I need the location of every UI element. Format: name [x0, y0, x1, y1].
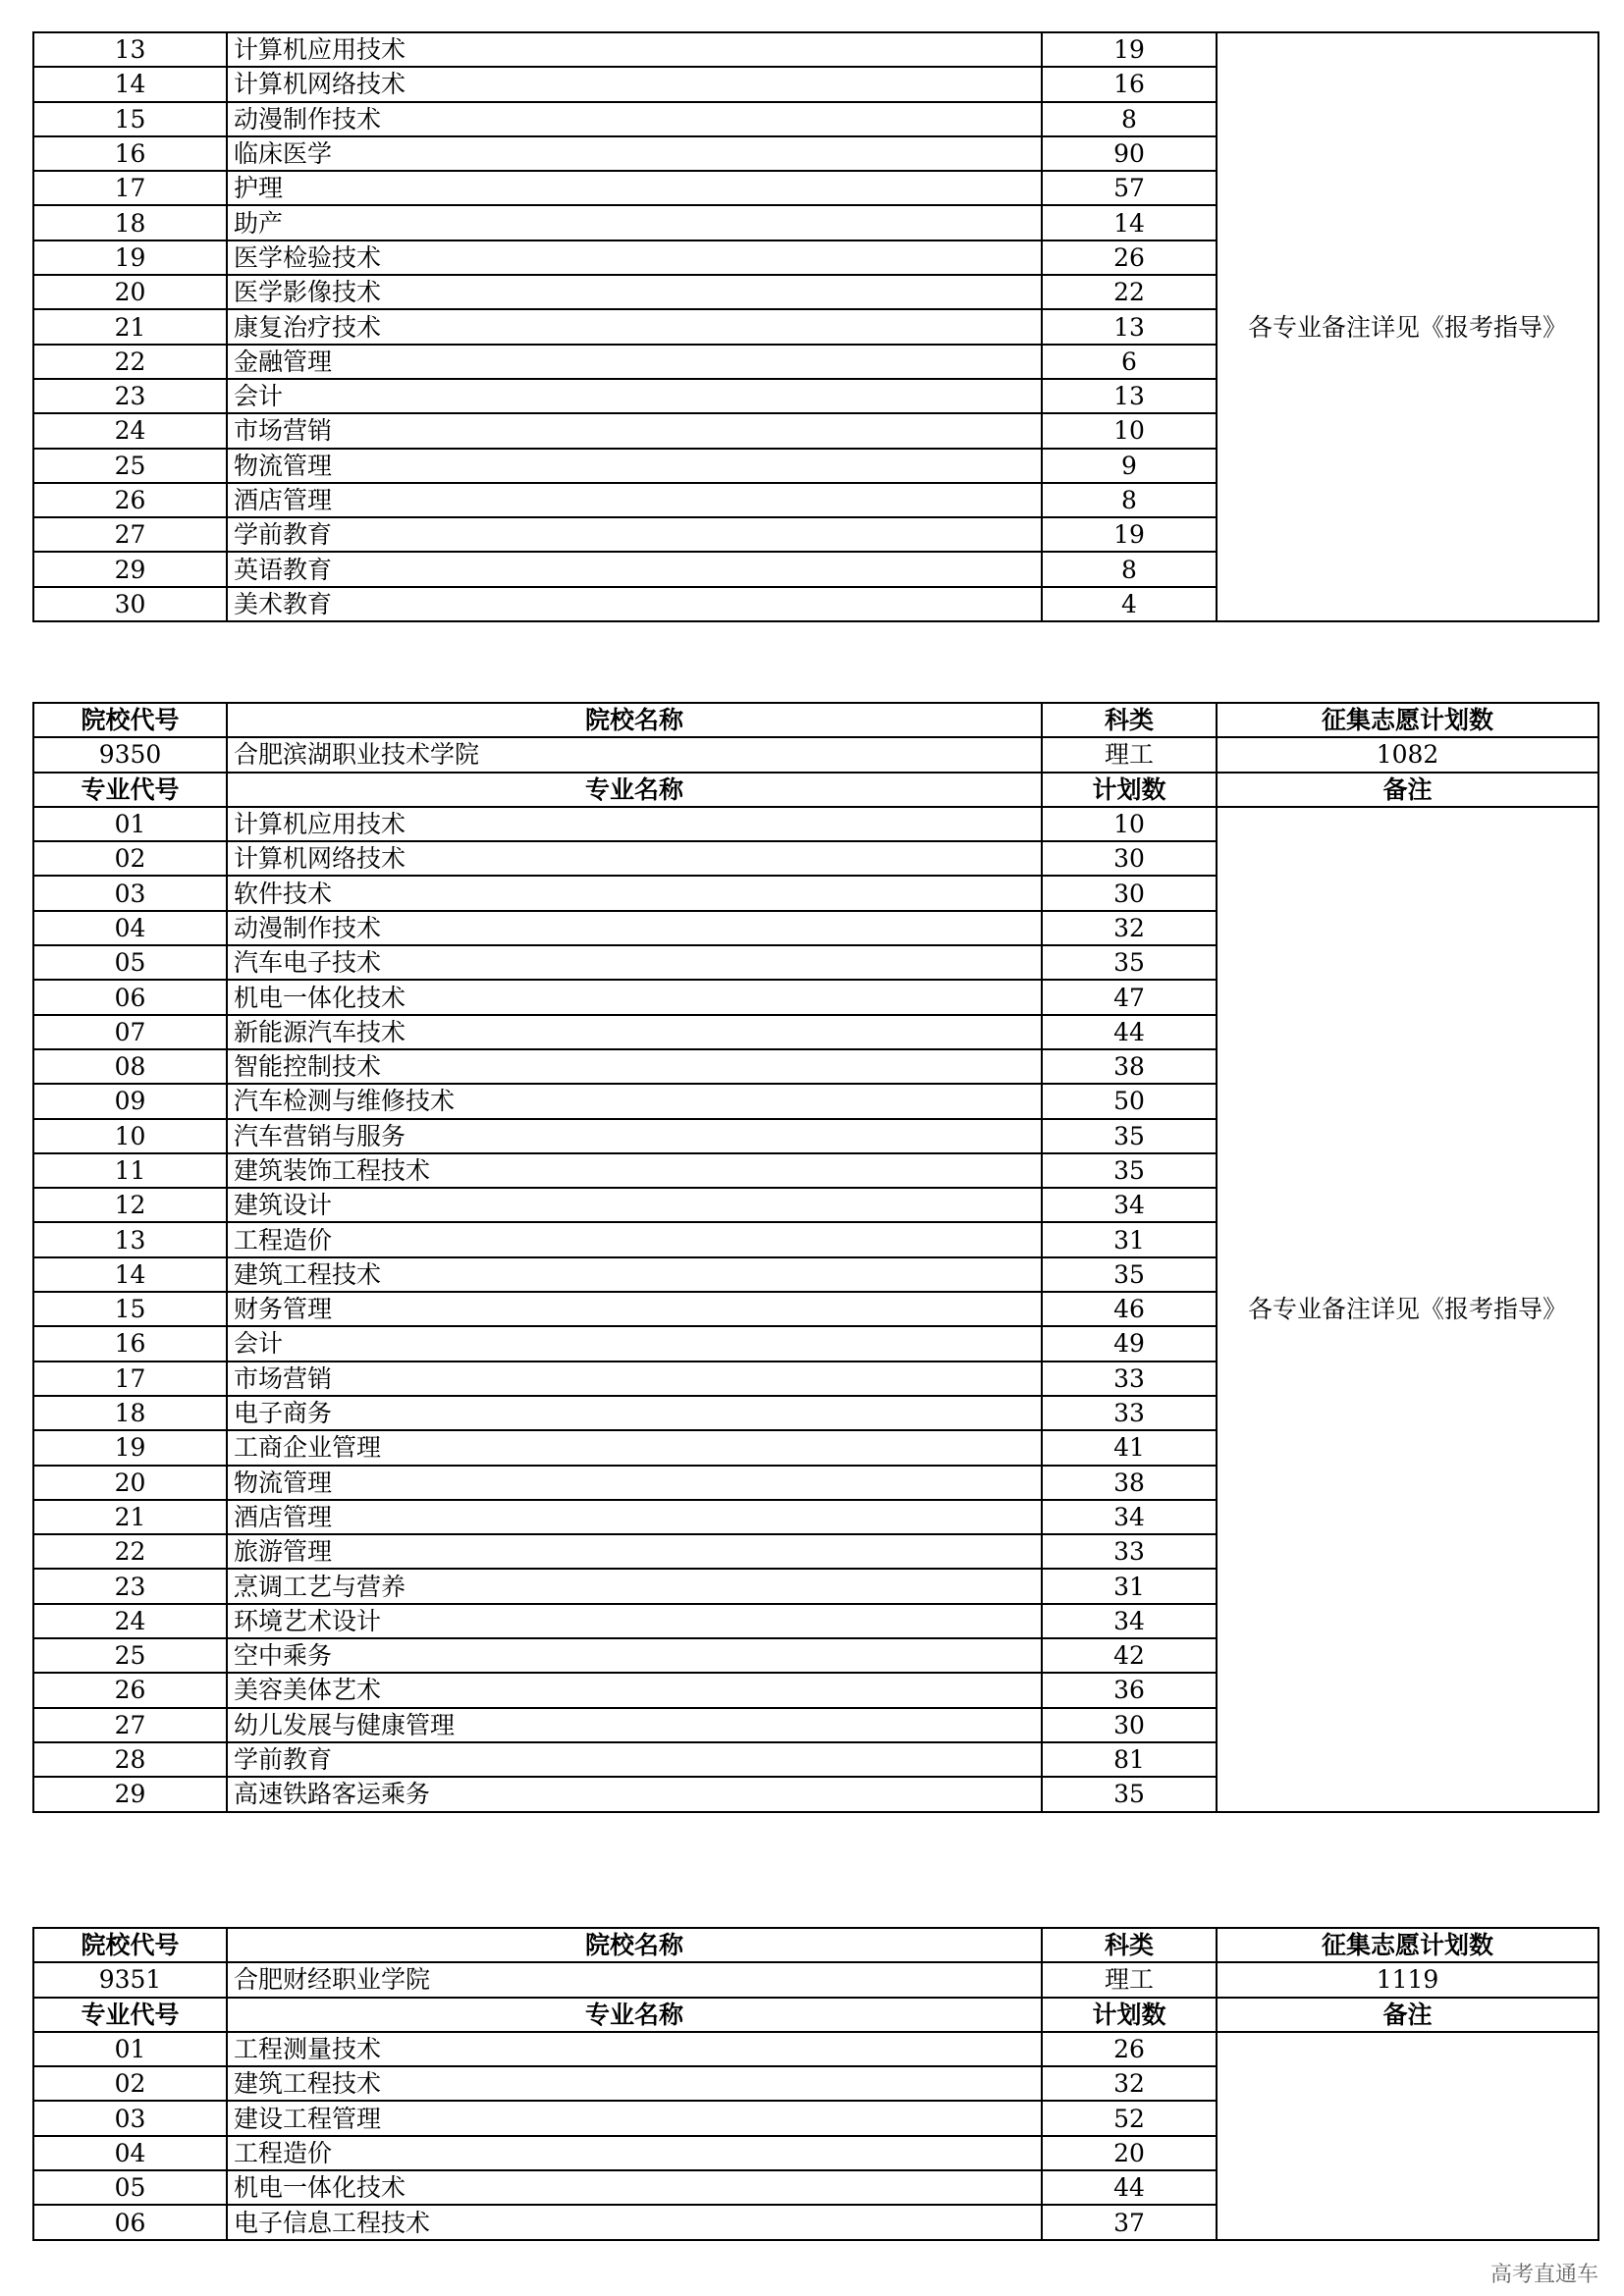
major-name: 学前教育: [227, 1742, 1042, 1777]
major-code: 14: [33, 67, 227, 101]
major-code: 02: [33, 841, 227, 876]
admission-table: [32, 31, 1599, 622]
plan-count: 19: [1042, 517, 1217, 552]
remark-note: 各专业备注详见《报考指导》: [1217, 32, 1598, 621]
major-name: 物流管理: [227, 1466, 1042, 1500]
major-name: 医学影像技术: [227, 275, 1042, 309]
school-header-row: [33, 1928, 1598, 1962]
major-code: 20: [33, 275, 227, 309]
major-name: 计算机应用技术: [227, 807, 1042, 841]
major-code: 17: [33, 1362, 227, 1396]
major-code: 12: [33, 1188, 227, 1222]
major-name: 工程造价: [227, 2136, 1042, 2170]
major-name: 酒店管理: [227, 1500, 1042, 1534]
major-name: 计算机网络技术: [227, 67, 1042, 101]
major-code: 10: [33, 1119, 227, 1153]
major-code: 09: [33, 1084, 227, 1118]
major-code: 29: [33, 1777, 227, 1811]
major-name: 美容美体艺术: [227, 1673, 1042, 1707]
plan-count: 35: [1042, 1119, 1217, 1153]
remark-note: [1217, 2032, 1598, 2240]
plan-count: 35: [1042, 1777, 1217, 1811]
plan-count: 10: [1042, 807, 1217, 841]
major-name: 物流管理: [227, 449, 1042, 483]
major-name: 高速铁路客运乘务: [227, 1777, 1042, 1811]
remark-label: 备注: [1217, 773, 1598, 807]
plan-count: 44: [1042, 1015, 1217, 1049]
major-code: 17: [33, 171, 227, 205]
major-code: 18: [33, 205, 227, 240]
major-name: 电子信息工程技术: [227, 2205, 1042, 2239]
school-header-row: [33, 703, 1598, 737]
plan-count: 14: [1042, 205, 1217, 240]
major-code: 02: [33, 2066, 227, 2101]
major-code: 16: [33, 1326, 227, 1361]
major-code: 03: [33, 876, 227, 910]
major-code: 04: [33, 911, 227, 945]
major-name: 软件技术: [227, 876, 1042, 910]
major-code: 11: [33, 1153, 227, 1188]
major-code: 22: [33, 345, 227, 379]
plan-count: 30: [1042, 841, 1217, 876]
plan-count: 34: [1042, 1500, 1217, 1534]
plan-count: 6: [1042, 345, 1217, 379]
major-name: 工程造价: [227, 1222, 1042, 1256]
plan-count: 33: [1042, 1534, 1217, 1569]
major-name: 新能源汽车技术: [227, 1015, 1042, 1049]
major-code: 08: [33, 1049, 227, 1084]
remark-label: 备注: [1217, 1998, 1598, 2032]
plan-count: 16: [1042, 67, 1217, 101]
major-name: 英语教育: [227, 552, 1042, 586]
major-code: 01: [33, 807, 227, 841]
major-name: 市场营销: [227, 1362, 1042, 1396]
plan-count: 37: [1042, 2205, 1217, 2239]
major-name: 康复治疗技术: [227, 309, 1042, 344]
major-code: 13: [33, 32, 227, 67]
plan-count: 13: [1042, 379, 1217, 413]
plan-count: 34: [1042, 1188, 1217, 1222]
major-name: 烹调工艺与营养: [227, 1569, 1042, 1603]
major-name: 护理: [227, 171, 1042, 205]
plan-count: 26: [1042, 2032, 1217, 2066]
plan-count: 4: [1042, 587, 1217, 621]
school-info-row: [33, 737, 1598, 772]
major-code: 25: [33, 449, 227, 483]
plan-count: 47: [1042, 980, 1217, 1014]
plan-count: 31: [1042, 1222, 1217, 1256]
plan-count: 30: [1042, 1708, 1217, 1742]
major-code: 24: [33, 1604, 227, 1638]
major-code: 30: [33, 587, 227, 621]
school-code-label: 院校代号: [33, 703, 227, 737]
table-row: [33, 32, 1598, 67]
admission-table: [32, 702, 1599, 1813]
major-name: 计算机应用技术: [227, 32, 1042, 67]
plan-total-label: 征集志愿计划数: [1217, 1928, 1598, 1962]
school-category: 理工: [1042, 1962, 1217, 1997]
plan-count-label: 计划数: [1042, 1998, 1217, 2032]
major-code: 16: [33, 136, 227, 171]
school-name-label: 院校名称: [227, 1928, 1042, 1962]
plan-count: 81: [1042, 1742, 1217, 1777]
major-name: 建设工程管理: [227, 2101, 1042, 2135]
major-name: 建筑工程技术: [227, 1257, 1042, 1292]
major-code: 05: [33, 2170, 227, 2205]
major-code: 21: [33, 309, 227, 344]
major-code: 18: [33, 1396, 227, 1430]
major-code: 26: [33, 483, 227, 517]
major-code: 25: [33, 1638, 227, 1673]
plan-count: 33: [1042, 1396, 1217, 1430]
major-code-label: 专业代号: [33, 773, 227, 807]
major-code: 20: [33, 1466, 227, 1500]
category-label: 科类: [1042, 1928, 1217, 1962]
major-code: 29: [33, 552, 227, 586]
plan-count: 32: [1042, 2066, 1217, 2101]
plan-count-label: 计划数: [1042, 773, 1217, 807]
major-code: 26: [33, 1673, 227, 1707]
category-label: 科类: [1042, 703, 1217, 737]
major-name: 酒店管理: [227, 483, 1042, 517]
major-code: 03: [33, 2101, 227, 2135]
plan-count: 8: [1042, 552, 1217, 586]
plan-count: 57: [1042, 171, 1217, 205]
major-code-label: 专业代号: [33, 1998, 227, 2032]
major-name: 幼儿发展与健康管理: [227, 1708, 1042, 1742]
plan-total: 1119: [1217, 1962, 1598, 1997]
major-name: 建筑设计: [227, 1188, 1042, 1222]
major-code: 14: [33, 1257, 227, 1292]
school-info-row: [33, 1962, 1598, 1997]
major-code: 24: [33, 413, 227, 448]
plan-count: 46: [1042, 1292, 1217, 1326]
major-name: 机电一体化技术: [227, 980, 1042, 1014]
school-code: 9351: [33, 1962, 227, 1997]
major-name: 电子商务: [227, 1396, 1042, 1430]
major-header-row: [33, 773, 1598, 807]
major-name: 会计: [227, 379, 1042, 413]
major-name: 助产: [227, 205, 1042, 240]
school-code-label: 院校代号: [33, 1928, 227, 1962]
major-name: 工程测量技术: [227, 2032, 1042, 2066]
plan-count: 13: [1042, 309, 1217, 344]
major-name: 市场营销: [227, 413, 1042, 448]
major-name: 会计: [227, 1326, 1042, 1361]
plan-count: 20: [1042, 2136, 1217, 2170]
major-code: 06: [33, 2205, 227, 2239]
major-code: 23: [33, 1569, 227, 1603]
plan-count: 22: [1042, 275, 1217, 309]
major-code: 28: [33, 1742, 227, 1777]
major-name: 学前教育: [227, 517, 1042, 552]
major-name: 计算机网络技术: [227, 841, 1042, 876]
major-code: 19: [33, 1430, 227, 1465]
major-code: 07: [33, 1015, 227, 1049]
major-code: 19: [33, 240, 227, 275]
major-name: 旅游管理: [227, 1534, 1042, 1569]
plan-count: 49: [1042, 1326, 1217, 1361]
major-name: 临床医学: [227, 136, 1042, 171]
plan-count: 9: [1042, 449, 1217, 483]
school-name: 合肥财经职业学院: [227, 1962, 1042, 1997]
plan-count: 8: [1042, 102, 1217, 136]
major-name: 环境艺术设计: [227, 1604, 1042, 1638]
major-name: 汽车检测与维修技术: [227, 1084, 1042, 1118]
school-code: 9350: [33, 737, 227, 772]
major-name: 建筑装饰工程技术: [227, 1153, 1042, 1188]
major-name: 汽车营销与服务: [227, 1119, 1042, 1153]
major-code: 06: [33, 980, 227, 1014]
plan-count: 34: [1042, 1604, 1217, 1638]
major-name: 动漫制作技术: [227, 102, 1042, 136]
plan-count: 8: [1042, 483, 1217, 517]
plan-total: 1082: [1217, 737, 1598, 772]
major-code: 15: [33, 1292, 227, 1326]
major-name: 机电一体化技术: [227, 2170, 1042, 2205]
school-category: 理工: [1042, 737, 1217, 772]
major-name: 工商企业管理: [227, 1430, 1042, 1465]
plan-count: 33: [1042, 1362, 1217, 1396]
major-name: 美术教育: [227, 587, 1042, 621]
plan-count: 50: [1042, 1084, 1217, 1118]
plan-count: 35: [1042, 945, 1217, 980]
major-code: 22: [33, 1534, 227, 1569]
admission-table: [32, 1927, 1599, 2241]
major-code: 13: [33, 1222, 227, 1256]
plan-count: 41: [1042, 1430, 1217, 1465]
major-name: 建筑工程技术: [227, 2066, 1042, 2101]
plan-count: 44: [1042, 2170, 1217, 2205]
major-code: 15: [33, 102, 227, 136]
major-name: 金融管理: [227, 345, 1042, 379]
major-name: 空中乘务: [227, 1638, 1042, 1673]
table-row: [33, 2032, 1598, 2066]
major-name: 智能控制技术: [227, 1049, 1042, 1084]
major-code: 21: [33, 1500, 227, 1534]
major-name: 医学检验技术: [227, 240, 1042, 275]
plan-count: 52: [1042, 2101, 1217, 2135]
plan-count: 19: [1042, 32, 1217, 67]
plan-count: 36: [1042, 1673, 1217, 1707]
major-code: 27: [33, 1708, 227, 1742]
major-code: 04: [33, 2136, 227, 2170]
plan-count: 38: [1042, 1466, 1217, 1500]
plan-count: 26: [1042, 240, 1217, 275]
plan-count: 90: [1042, 136, 1217, 171]
remark-note: 各专业备注详见《报考指导》: [1217, 807, 1598, 1812]
plan-count: 38: [1042, 1049, 1217, 1084]
table-row: [33, 807, 1598, 841]
major-header-row: [33, 1998, 1598, 2032]
major-name-label: 专业名称: [227, 773, 1042, 807]
school-name-label: 院校名称: [227, 703, 1042, 737]
plan-count: 31: [1042, 1569, 1217, 1603]
plan-count: 30: [1042, 876, 1217, 910]
plan-count: 10: [1042, 413, 1217, 448]
major-code: 01: [33, 2032, 227, 2066]
major-name: 汽车电子技术: [227, 945, 1042, 980]
plan-count: 32: [1042, 911, 1217, 945]
plan-count: 42: [1042, 1638, 1217, 1673]
major-name: 财务管理: [227, 1292, 1042, 1326]
major-name: 动漫制作技术: [227, 911, 1042, 945]
plan-count: 35: [1042, 1257, 1217, 1292]
plan-total-label: 征集志愿计划数: [1217, 703, 1598, 737]
major-code: 23: [33, 379, 227, 413]
major-code: 27: [33, 517, 227, 552]
major-code: 05: [33, 945, 227, 980]
plan-count: 35: [1042, 1153, 1217, 1188]
watermark-text: 高考直通车: [1489, 2263, 1598, 2287]
school-name: 合肥滨湖职业技术学院: [227, 737, 1042, 772]
major-name-label: 专业名称: [227, 1998, 1042, 2032]
